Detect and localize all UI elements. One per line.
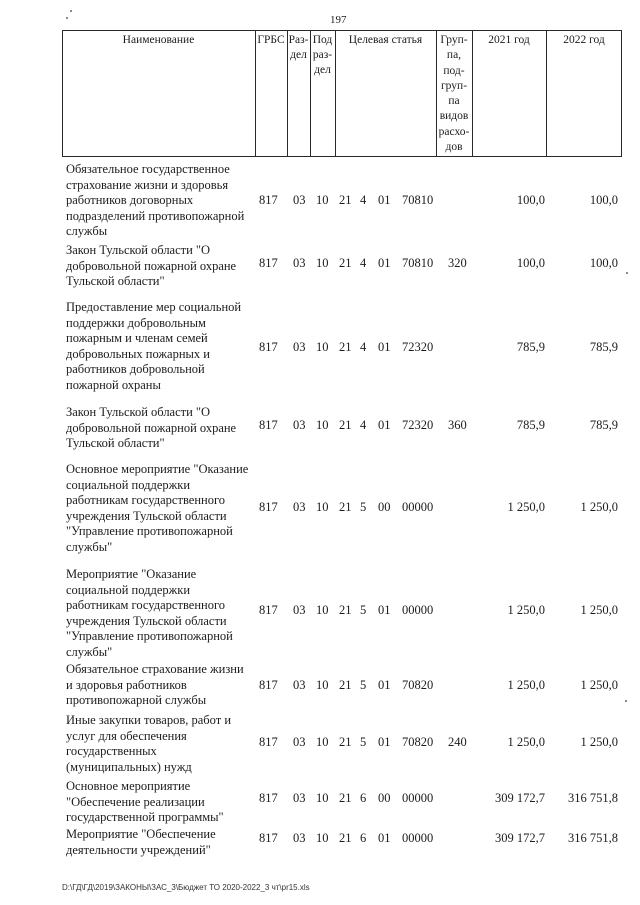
target-event-code: 01 — [378, 735, 391, 749]
target-program-code: 21 — [339, 603, 352, 617]
target-event-code: 01 — [378, 603, 391, 617]
row-name: Основное мероприятие "Обеспечение реализации государственной программы" — [66, 779, 224, 825]
amount-2021: 1 250,0 — [507, 678, 545, 692]
grbs-code: 817 — [259, 678, 278, 692]
target-subprogram-code: 4 — [360, 256, 367, 270]
target-subprogram-code: 5 — [360, 500, 367, 514]
section-code: 03 — [293, 603, 306, 617]
amount-2022: 100,0 — [589, 193, 618, 207]
target-event-code: 01 — [378, 678, 391, 692]
target-event-code: 00 — [378, 500, 391, 514]
column-divider — [546, 30, 547, 157]
subsection-code: 10 — [316, 735, 329, 749]
amount-2021: 309 172,7 — [495, 791, 545, 805]
row-name: Мероприятие "Оказание социальной поддержки работникам государственного учреждения Тульской области "Управление противопожарной службы" — [66, 567, 233, 659]
expense-type-code: 320 — [448, 256, 467, 270]
subsection-code: 10 — [316, 193, 329, 207]
section-code: 03 — [293, 340, 306, 354]
row-name: Предоставление мер социальной поддержки добровольным пожарным и членам семей добровольных пожарных и работников добровольной пожарной охраны — [66, 300, 242, 392]
target-program-code: 21 — [339, 678, 352, 692]
target-subprogram-code: 4 — [360, 193, 367, 207]
subsection-code: 10 — [316, 791, 329, 805]
scan-speck — [625, 700, 627, 702]
subsection-code: 10 — [316, 500, 329, 514]
amount-2022: 785,9 — [589, 418, 618, 432]
row-name: Обязательное государственное страхование жизни и здоровья работников договорных подразделений противопожарной службы — [66, 162, 245, 239]
page-number: 197 — [330, 14, 347, 26]
target-event-code: 01 — [378, 831, 391, 845]
target-event-code: 00 — [378, 791, 391, 805]
target-event-code: 01 — [378, 340, 391, 354]
target-program-code: 21 — [339, 500, 352, 514]
amount-2022: 316 751,8 — [568, 831, 618, 845]
header-target-article: Целевая статья — [348, 34, 423, 46]
subsection-code: 10 — [316, 256, 329, 270]
target-program-code: 21 — [339, 735, 352, 749]
target-direction-code: 70810 — [402, 193, 434, 207]
target-subprogram-code: 4 — [360, 418, 367, 432]
grbs-code: 817 — [259, 340, 278, 354]
section-code: 03 — [293, 193, 306, 207]
grbs-code: 817 — [259, 603, 278, 617]
amount-2022: 1 250,0 — [580, 735, 618, 749]
target-event-code: 01 — [378, 193, 391, 207]
target-program-code: 21 — [339, 791, 352, 805]
amount-2021: 100,0 — [516, 193, 545, 207]
column-divider — [335, 30, 336, 157]
subsection-code: 10 — [316, 418, 329, 432]
column-divider — [472, 30, 473, 157]
section-code: 03 — [293, 500, 306, 514]
header-year-2021: 2021 год — [488, 34, 530, 46]
section-code: 03 — [293, 678, 306, 692]
amount-2022: 100,0 — [589, 256, 618, 270]
target-direction-code: 72320 — [402, 418, 434, 432]
row-name: Обязательное страхование жизни и здоровья работников противопожарной службы — [66, 662, 244, 708]
amount-2021: 1 250,0 — [507, 500, 545, 514]
target-direction-code: 00000 — [402, 791, 434, 805]
target-event-code: 01 — [378, 418, 391, 432]
scan-speck — [66, 17, 68, 19]
section-code: 03 — [293, 735, 306, 749]
grbs-code: 817 — [259, 735, 278, 749]
header-name: Наименование — [122, 34, 195, 46]
subsection-code: 10 — [316, 831, 329, 845]
row-name: Иные закупки товаров, работ и услуг для обеспечения государственных (муниципальных) нужд — [66, 713, 232, 774]
target-direction-code: 70810 — [402, 256, 434, 270]
amount-2021: 1 250,0 — [507, 735, 545, 749]
target-direction-code: 70820 — [402, 735, 434, 749]
subsection-code: 10 — [316, 678, 329, 692]
target-direction-code: 00000 — [402, 831, 434, 845]
grbs-code: 817 — [259, 193, 278, 207]
target-direction-code: 00000 — [402, 500, 434, 514]
grbs-code: 817 — [259, 831, 278, 845]
header-year-2022: 2022 год — [563, 34, 605, 46]
column-divider — [255, 30, 256, 157]
file-path-footer: D:\ГД\ГД\2019\ЗАКОНЫ\ЗАС_3\Бюджет ТО 2020-2022_3 чт\pr15.xls — [62, 883, 310, 892]
section-code: 03 — [293, 831, 306, 845]
header-razdel: Раз- дел — [288, 34, 309, 61]
header-podrazdel: Под раз- дел — [312, 34, 333, 76]
amount-2021: 100,0 — [516, 256, 545, 270]
expense-type-code: 360 — [448, 418, 467, 432]
section-code: 03 — [293, 256, 306, 270]
grbs-code: 817 — [259, 256, 278, 270]
section-code: 03 — [293, 791, 306, 805]
target-direction-code: 72320 — [402, 340, 434, 354]
amount-2022: 785,9 — [589, 340, 618, 354]
row-name: Основное мероприятие "Оказание социальной поддержки работникам государственного учреждения Тульской области "Управление противопожарной службы" — [66, 462, 249, 554]
target-program-code: 21 — [339, 340, 352, 354]
row-name: Закон Тульской области "О добровольной пожарной охране Тульской области" — [66, 243, 237, 289]
amount-2022: 1 250,0 — [580, 603, 618, 617]
amount-2022: 316 751,8 — [568, 791, 618, 805]
target-subprogram-code: 5 — [360, 735, 367, 749]
row-name: Закон Тульской области "О добровольной пожарной охране Тульской области" — [66, 405, 237, 451]
target-event-code: 01 — [378, 256, 391, 270]
amount-2021: 1 250,0 — [507, 603, 545, 617]
row-name: Мероприятие "Обеспечение деятельности учреждений" — [66, 827, 216, 857]
scan-speck — [626, 272, 628, 274]
grbs-code: 817 — [259, 791, 278, 805]
section-code: 03 — [293, 418, 306, 432]
header-grbs: ГРБС — [257, 34, 285, 46]
subsection-code: 10 — [316, 340, 329, 354]
amount-2021: 785,9 — [516, 340, 545, 354]
target-subprogram-code: 6 — [360, 791, 367, 805]
expense-type-code: 240 — [448, 735, 467, 749]
target-program-code: 21 — [339, 256, 352, 270]
target-subprogram-code: 6 — [360, 831, 367, 845]
target-program-code: 21 — [339, 418, 352, 432]
target-program-code: 21 — [339, 831, 352, 845]
target-direction-code: 70820 — [402, 678, 434, 692]
target-subprogram-code: 5 — [360, 603, 367, 617]
subsection-code: 10 — [316, 603, 329, 617]
target-program-code: 21 — [339, 193, 352, 207]
target-subprogram-code: 5 — [360, 678, 367, 692]
scan-speck — [70, 10, 72, 12]
amount-2022: 1 250,0 — [580, 500, 618, 514]
amount-2022: 1 250,0 — [580, 678, 618, 692]
target-direction-code: 00000 — [402, 603, 434, 617]
table-header — [62, 30, 622, 157]
target-subprogram-code: 4 — [360, 340, 367, 354]
grbs-code: 817 — [259, 418, 278, 432]
amount-2021: 309 172,7 — [495, 831, 545, 845]
header-expense-group: Груп- па, под- груп- па видов расхо- дов — [438, 34, 470, 154]
amount-2021: 785,9 — [516, 418, 545, 432]
grbs-code: 817 — [259, 500, 278, 514]
